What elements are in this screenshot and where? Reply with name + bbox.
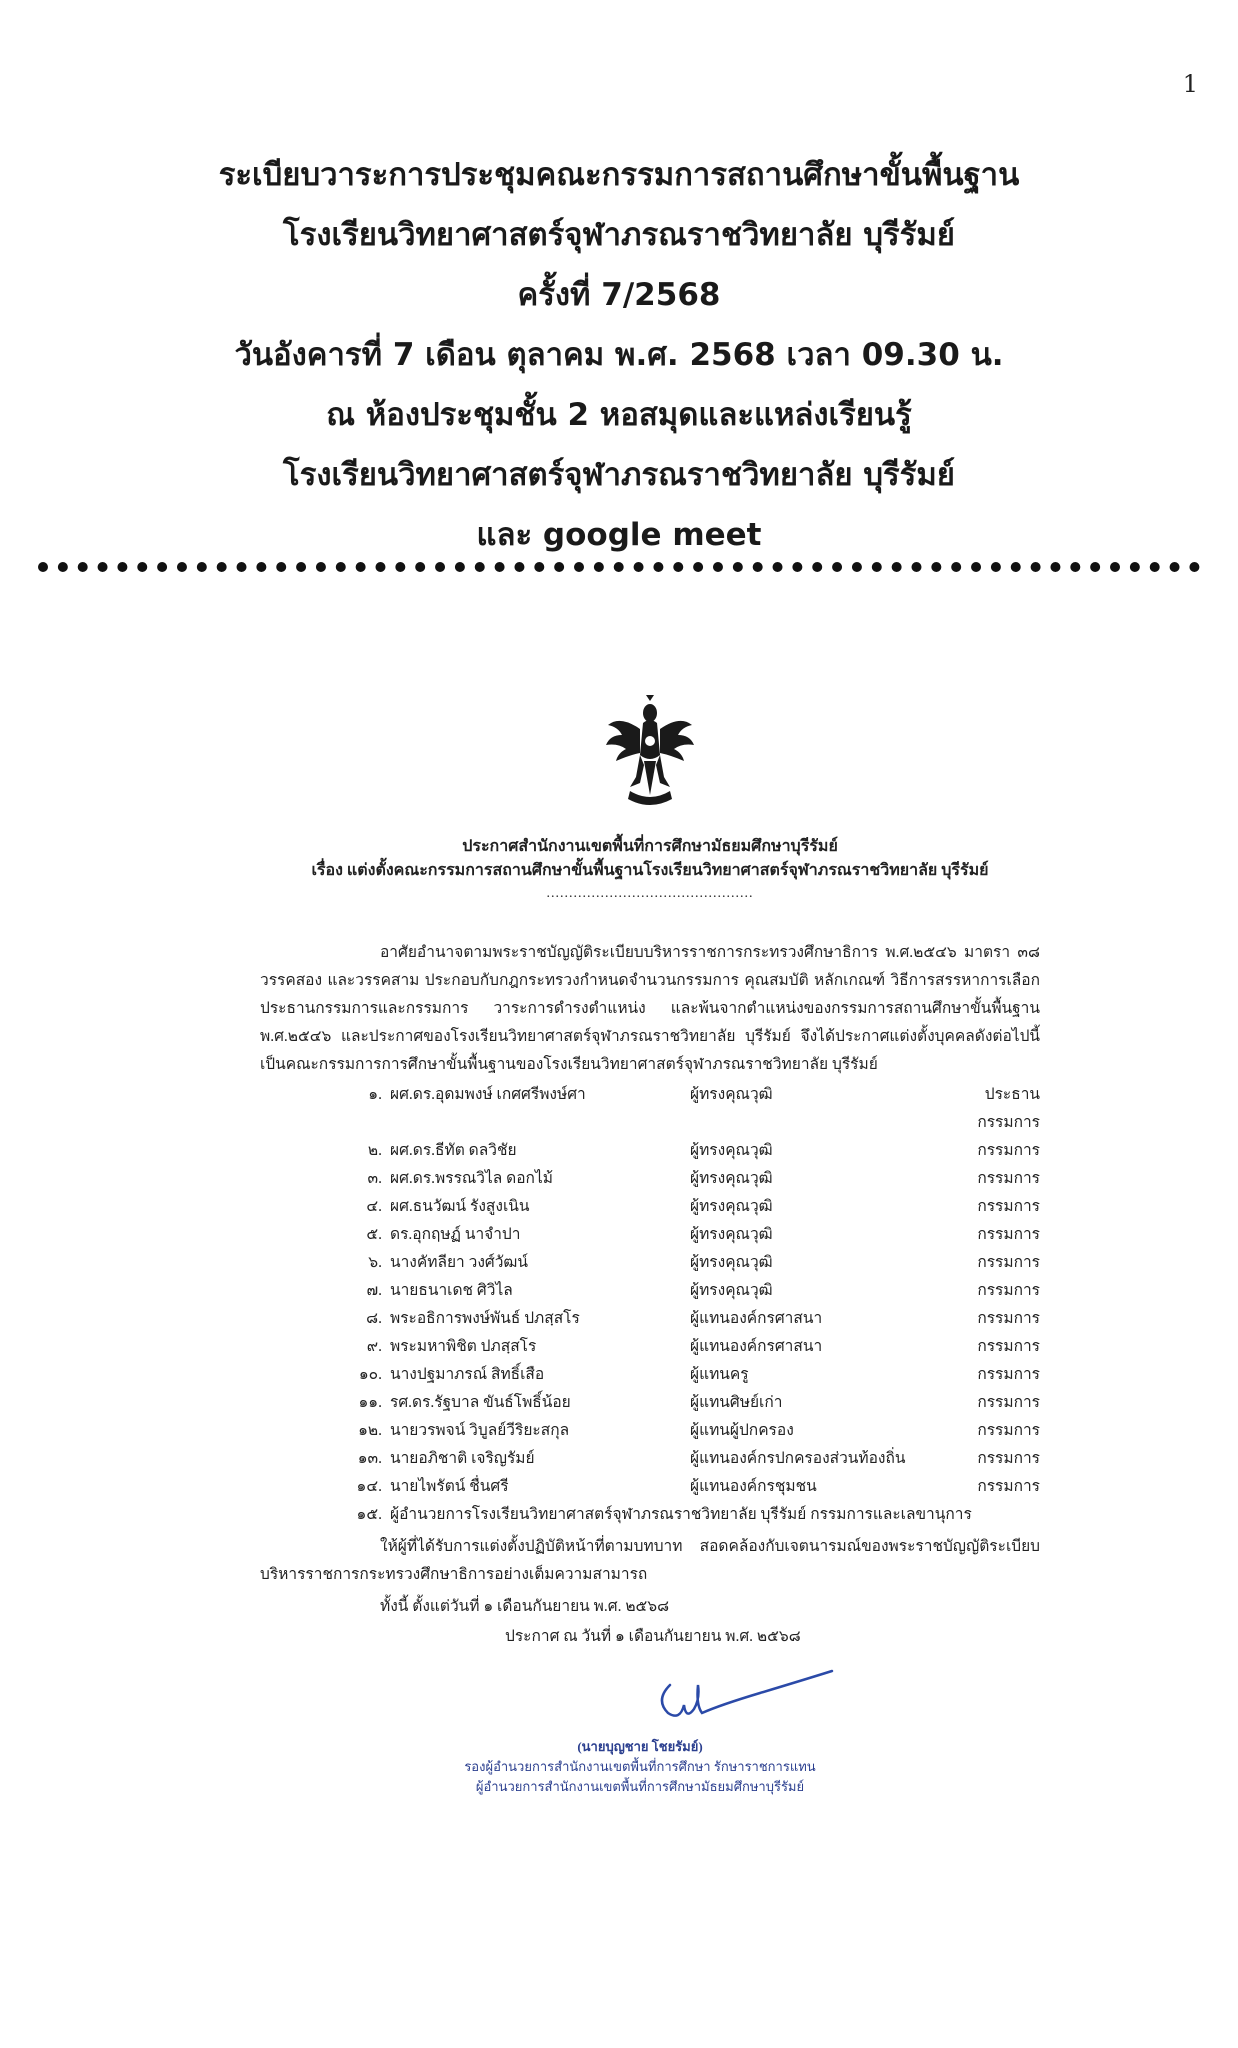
member-row <box>260 1417 1040 1445</box>
member-number: ๑๓. <box>357 1450 382 1467</box>
member-number: ๑๕. <box>356 1506 382 1523</box>
member-role: กรรมการ <box>977 1338 1040 1355</box>
member-role: กรรมการ <box>977 1422 1040 1439</box>
announcement-paragraph: อาศัยอำนาจตามพระราชบัญญัติระเบียบบริหารราชการกระทรวงศึกษาธิการ พ.ศ.๒๕๔๖ มาตรา ๓๘ วรรคสอง และวรรคสาม ประกอบกับกฎกระทรวงกำหนดจำนวนกรรมการ คุณสมบัติ หลักเกณฑ์ วิธีการสรรหาการเลือกประธานกรรมการและกรรมการ วาระการดำรงตำแหน่ง และพ้นจากตำแหน่งของกรรมการสถานศึกษาขั้นพื้นฐาน พ.ศ.๒๕๔๖ และประกาศของโรงเรียนวิทยาศาสตร์จุฬาภรณราชวิทยาลัย บุรีรัมย์ จึงได้ประกาศแต่งตั้งบุคคลดังต่อไปนี้เป็นคณะกรรมการการศึกษาขั้นพื้นฐานของโรงเรียนวิทยาศาสตร์จุฬาภรณราชวิทยาลัย บุรีรัมย์ <box>260 944 1040 1073</box>
member-representation: ผู้ทรงคุณวุฒิ <box>690 1142 773 1159</box>
member-number: ๒. <box>367 1142 382 1159</box>
heading-line-2: โรงเรียนวิทยาศาสตร์จุฬาภรณราชวิทยาลัย บุรีรัมย์ <box>283 217 955 253</box>
member-row <box>260 1445 1040 1473</box>
member-list <box>260 1081 1040 1501</box>
announcement-date: ประกาศ ณ วันที่ ๑ เดือนกันยายน พ.ศ. ๒๕๖๘ <box>505 1628 801 1645</box>
member-row <box>260 1221 1040 1249</box>
member-number: ๗. <box>366 1282 382 1299</box>
heading-line-6: โรงเรียนวิทยาศาสตร์จุฬาภรณราชวิทยาลัย บุรีรัมย์ <box>283 457 955 493</box>
member-number: ๘. <box>366 1310 382 1327</box>
member-role: กรรมการ <box>977 1310 1040 1327</box>
signer-block <box>260 1737 1040 1797</box>
heading-line-4: วันอังคารที่ 7 เดือน ตุลาคม พ.ศ. 2568 เวลา 09.30 น. <box>234 337 1004 373</box>
member-representation: ผู้ทรงคุณวุฒิ <box>690 1226 773 1243</box>
member-row <box>260 1165 1040 1193</box>
member-row <box>260 1361 1040 1389</box>
member-row <box>260 1473 1040 1501</box>
member-role: กรรมการ <box>977 1450 1040 1467</box>
member-text: ผู้อำนวยการโรงเรียนวิทยาศาสตร์จุฬาภรณราชวิทยาลัย บุรีรัมย์ กรรมการและเลขานุการ <box>390 1506 972 1523</box>
announcement-document <box>260 695 1040 1797</box>
member-name: ดร.อุกฤษฏ์ นาจำปา <box>390 1226 521 1243</box>
heading-line-7: และ google meet <box>476 517 762 553</box>
member-row <box>260 1249 1040 1277</box>
member-row <box>260 1081 1040 1137</box>
member-representation: ผู้ทรงคุณวุฒิ <box>690 1254 773 1271</box>
member-row <box>260 1137 1040 1165</box>
member-number: ๑๐. <box>358 1366 382 1383</box>
announcement-subject: เรื่อง แต่งตั้งคณะกรรมการสถานศึกษาขั้นพื้นฐานโรงเรียนวิทยาศาสตร์จุฬาภรณราชวิทยาลัย บุรีรัมย์ <box>311 862 989 879</box>
member-representation: ผู้แทนองค์กรปกครองส่วนท้องถิ่น <box>690 1450 906 1467</box>
announcement-dots: .............................................. <box>546 886 754 901</box>
member-role: กรรมการ <box>977 1142 1040 1159</box>
member-number: ๓. <box>367 1170 382 1187</box>
member-name: พระอธิการพงษ์พันธ์ ปภสฺสโร <box>390 1310 580 1327</box>
member-role: กรรมการ <box>977 1170 1040 1187</box>
announcement-title: ประกาศสำนักงานเขตพื้นที่การศึกษามัธยมศึกษาบุรีรัมย์ <box>462 838 838 855</box>
member-representation: ผู้แทนครู <box>690 1366 749 1383</box>
member-representation: ผู้ทรงคุณวุฒิ <box>690 1170 773 1187</box>
member-name: นายธนาเดช ศิวิไล <box>390 1282 513 1299</box>
member-representation: ผู้แทนศิษย์เก่า <box>690 1394 783 1411</box>
heading-line-3: ครั้งที่ 7/2568 <box>517 277 721 313</box>
member-name: นายไพรัตน์ ชื่นศรี <box>390 1478 509 1495</box>
member-representation: ผู้แทนองค์กรชุมชน <box>690 1478 817 1495</box>
member-name: ผศ.ดร.อุดมพงษ์ เกศศรีพงษ์ศา <box>390 1086 586 1103</box>
member-row <box>260 1389 1040 1417</box>
member-row <box>260 1333 1040 1361</box>
member-role: กรรมการ <box>977 1478 1040 1495</box>
member-representation: ผู้แทนผู้ปกครอง <box>690 1422 794 1439</box>
member-number: ๑. <box>368 1086 382 1103</box>
member-name: นายอภิชาติ เจริญรัมย์ <box>390 1450 535 1467</box>
handwritten-signature <box>650 1665 840 1735</box>
dotted-divider <box>38 562 1200 572</box>
member-role: กรรมการ <box>977 1254 1040 1271</box>
member-representation: ผู้ทรงคุณวุฒิ <box>690 1198 773 1215</box>
member-number: ๑๒. <box>358 1422 382 1439</box>
member-number: ๑๑. <box>358 1394 382 1411</box>
member-role: กรรมการ <box>977 1282 1040 1299</box>
duty-paragraph: ให้ผู้ที่ได้รับการแต่งตั้งปฏิบัติหน้าที่ตามบทบาท สอดคล้องกับเจตนารมณ์ของพระราชบัญญัติระเบียบบริหารราชการกระทรวงศึกษาธิการอย่างเต็มความสามารถ <box>260 1538 1040 1583</box>
member-row <box>260 1305 1040 1333</box>
member-name: พระมหาพิชิต ปภสฺสโร <box>390 1338 537 1355</box>
member-number: ๔. <box>366 1198 382 1215</box>
member-representation: ผู้แทนองค์กรศาสนา <box>690 1310 823 1327</box>
member-number: ๕. <box>366 1226 382 1243</box>
heading-line-5: ณ ห้องประชุมชั้น 2 หอสมุดและแหล่งเรียนรู้ <box>326 397 912 433</box>
member-name: ผศ.ธนวัฒน์ รังสูงเนิน <box>390 1198 530 1215</box>
member-row <box>260 1193 1040 1221</box>
member-name: รศ.ดร.รัฐบาล ขันธ์โพธิ์น้อย <box>390 1394 571 1411</box>
effective-date: ทั้งนี้ ตั้งแต่วันที่ ๑ เดือนกันยายน พ.ศ. ๒๕๖๘ <box>380 1598 670 1615</box>
member-name: นางคัทลียา วงศ์วัฒน์ <box>390 1254 529 1271</box>
member-role: กรรมการ <box>977 1198 1040 1215</box>
garuda-emblem-icon <box>600 695 700 815</box>
member-row <box>260 1277 1040 1305</box>
member-number: ๖. <box>368 1254 382 1271</box>
member-name: ผศ.ดร.ธีทัต ดลวิชัย <box>390 1142 517 1159</box>
member-representation: ผู้แทนองค์กรศาสนา <box>690 1338 823 1355</box>
signer-name: (นายบุญชาย โชยรัมย์) <box>577 1739 703 1754</box>
member-number: ๙. <box>366 1338 382 1355</box>
member-representation: ผู้ทรงคุณวุฒิ <box>690 1086 773 1103</box>
signer-title-2: ผู้อำนวยการสำนักงานเขตพื้นที่การศึกษามัธยมศึกษาบุรีรัมย์ <box>475 1779 805 1794</box>
page-number: 1 <box>1182 70 1198 98</box>
member-role: ประธานกรรมการ <box>977 1086 1040 1131</box>
signer-title-1: รองผู้อำนวยการสำนักงานเขตพื้นที่การศึกษา รักษาราชการแทน <box>464 1759 816 1774</box>
member-role: กรรมการ <box>977 1366 1040 1383</box>
member-role: กรรมการ <box>977 1226 1040 1243</box>
member-name: ผศ.ดร.พรรณวิไล ดอกไม้ <box>390 1170 553 1187</box>
member-name: นางปฐมาภรณ์ สิทธิ์เสือ <box>390 1366 545 1383</box>
member-name: นายวรพจน์ วิบูลย์วีริยะสกุล <box>390 1422 570 1439</box>
member-representation: ผู้ทรงคุณวุฒิ <box>690 1282 773 1299</box>
agenda-heading <box>0 145 1238 565</box>
member-row <box>260 1501 1040 1529</box>
member-number: ๑๔. <box>356 1478 382 1495</box>
member-role: กรรมการ <box>977 1394 1040 1411</box>
heading-line-1: ระเบียบวาระการประชุมคณะกรรมการสถานศึกษาขั้นพื้นฐาน <box>218 157 1020 193</box>
